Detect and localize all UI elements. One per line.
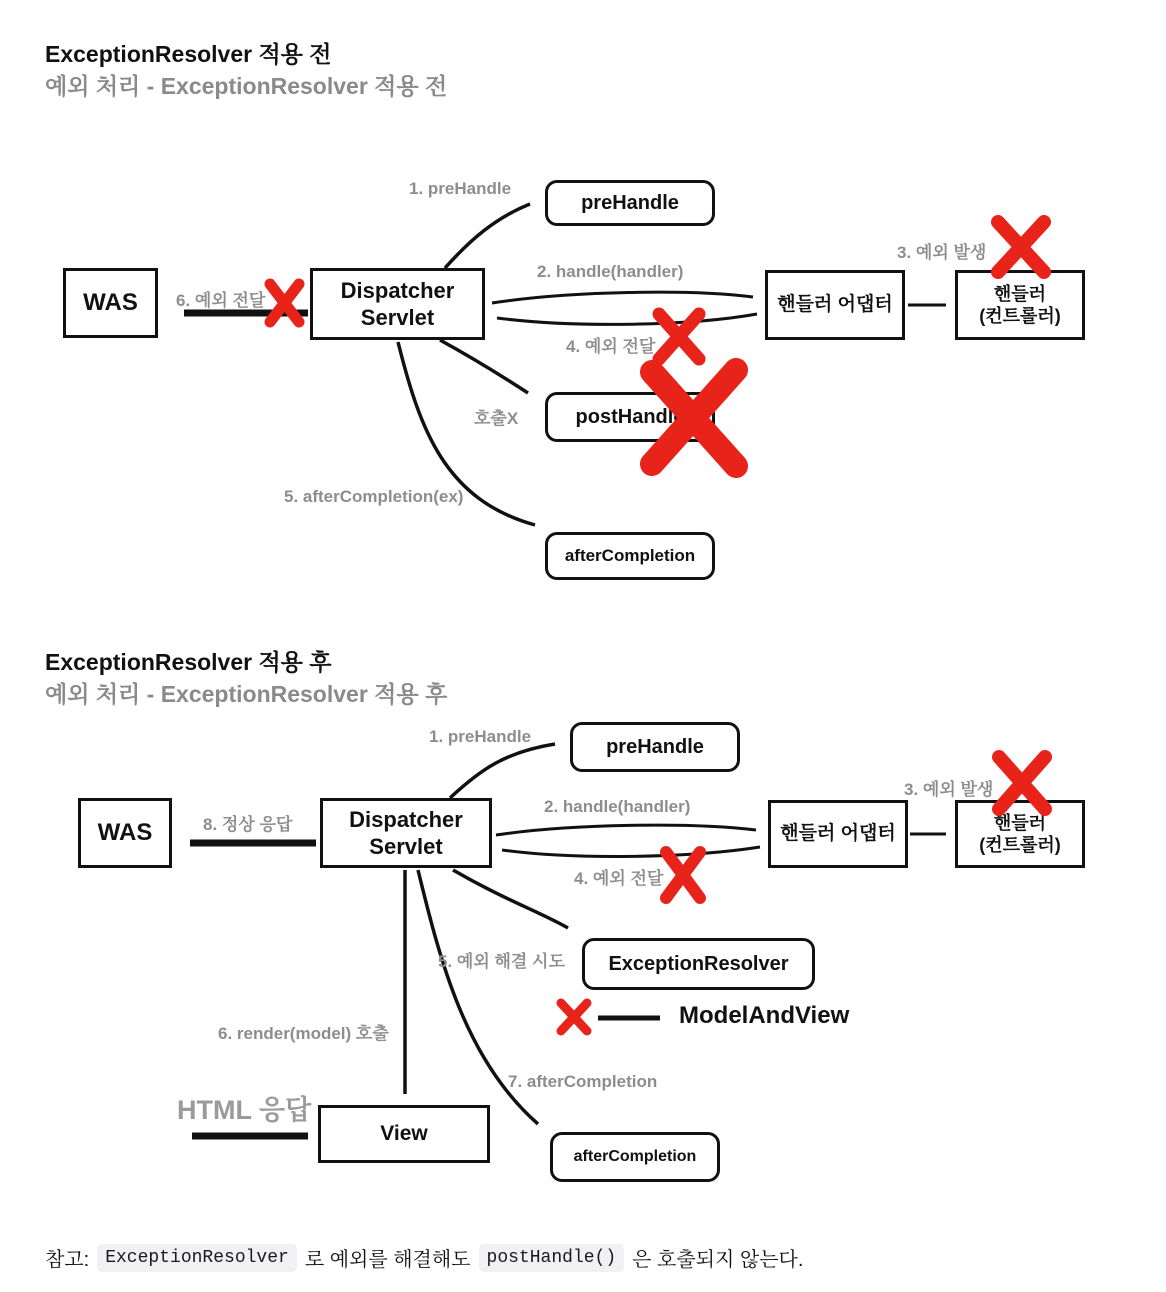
label-step2-before: 2. handle(handler) [537, 262, 684, 281]
node-exceptionresolver-label: ExceptionResolver [608, 952, 789, 975]
label-step6-after: 6. render(model) 호출 [218, 1024, 389, 1043]
label-step4-before: 4. 예외 전달 [566, 337, 656, 356]
node-handler-1 [955, 270, 1085, 340]
node-prehandle-2 [570, 722, 740, 772]
node-aftercompletion-1 [545, 532, 715, 580]
handler-1-line2: (컨트롤러) [979, 306, 1061, 326]
node-exceptionresolver [582, 938, 815, 990]
footer-code-posthandle: postHandle() [479, 1244, 625, 1272]
label-step8-after: 8. 정상 응답 [203, 815, 293, 834]
handler-2-line1: 핸들러 [993, 812, 1047, 833]
footer-note [45, 1243, 803, 1272]
arrow-handle2-forward [496, 825, 756, 835]
node-posthandle-1-label: postHandle [575, 405, 685, 428]
footer-suffix: 은 호출되지 않는다. [632, 1249, 804, 1271]
node-handler-adapter-2 [768, 800, 908, 868]
after-title: ExceptionResolver 적용 후 [45, 649, 332, 675]
node-handler-2 [955, 800, 1085, 868]
footer-prefix: 참고: [45, 1249, 90, 1271]
before-subtitle: 예외 처리 - ExceptionResolver 적용 전 [45, 73, 448, 99]
handler-adapter-2-label: 핸들러 어댑터 [780, 823, 896, 845]
dispatcher-1-line2: Servlet [360, 305, 435, 330]
node-was-2 [78, 798, 172, 868]
node-prehandle-1 [545, 180, 715, 226]
label-html-response: HTML 응답 [177, 1095, 312, 1125]
node-modelandview: ModelAndView [679, 1002, 850, 1029]
arrow-dispatcher-to-prehandle [445, 204, 530, 268]
node-prehandle-1-label: preHandle [581, 191, 679, 214]
label-step2-after: 2. handle(handler) [544, 797, 691, 816]
footer-code-exceptionresolver: ExceptionResolver [97, 1244, 297, 1272]
arrow-exception-back [497, 314, 757, 324]
node-posthandle-1 [545, 392, 715, 442]
node-was-1 [63, 268, 158, 338]
label-step3-before: 3. 예외 발생 [897, 243, 987, 262]
node-was-2-label: WAS [97, 819, 153, 846]
footer-middle: 로 예외를 해결해도 [304, 1249, 471, 1271]
label-step5-before: 5. afterCompletion(ex) [284, 487, 464, 506]
handler-adapter-1-label: 핸들러 어댑터 [777, 294, 893, 316]
arrow-dispatcher2-to-prehandle [450, 744, 555, 798]
node-view [318, 1105, 490, 1163]
node-dispatcher-2 [320, 798, 492, 868]
node-handler-adapter-1 [765, 270, 905, 340]
dispatcher-1-line1: Dispatcher [340, 277, 455, 303]
dispatcher-2-line2: Servlet [369, 834, 443, 859]
node-aftercompletion-1-label: afterCompletion [564, 546, 696, 566]
node-aftercompletion-2-label: afterCompletion [573, 1148, 697, 1165]
node-prehandle-2-label: preHandle [606, 735, 704, 758]
label-step1-after: 1. preHandle [429, 727, 532, 746]
handler-2-line2: (컨트롤러) [979, 835, 1061, 855]
handler-1-line1: 핸들러 [993, 283, 1047, 304]
label-no-call-before: 호출X [474, 409, 519, 428]
label-step3-after: 3. 예외 발생 [904, 780, 994, 799]
dispatcher-2-line1: Dispatcher [349, 806, 463, 832]
node-dispatcher-1 [310, 268, 485, 340]
before-title: ExceptionResolver 적용 전 [45, 41, 332, 67]
label-step6-before: 6. 예외 전달 [176, 291, 266, 310]
node-was-1-label: WAS [83, 289, 138, 316]
node-view-label: View [380, 1121, 428, 1145]
label-step1-before: 1. preHandle [409, 179, 512, 198]
arrow-dispatcher2-to-exceptionresolver [453, 870, 568, 928]
arrow-exception2-back [502, 847, 760, 856]
label-step4-after: 4. 예외 전달 [574, 869, 664, 888]
after-subtitle: 예외 처리 - ExceptionResolver 적용 후 [45, 681, 448, 707]
label-step5-after: 5. 예외 해결 시도 [438, 952, 565, 971]
label-step7-after: 7. afterCompletion [508, 1072, 658, 1091]
arrow-dispatcher-to-posthandle [440, 340, 528, 393]
arrow-handle-forward [492, 292, 753, 303]
node-aftercompletion-2 [550, 1132, 720, 1182]
